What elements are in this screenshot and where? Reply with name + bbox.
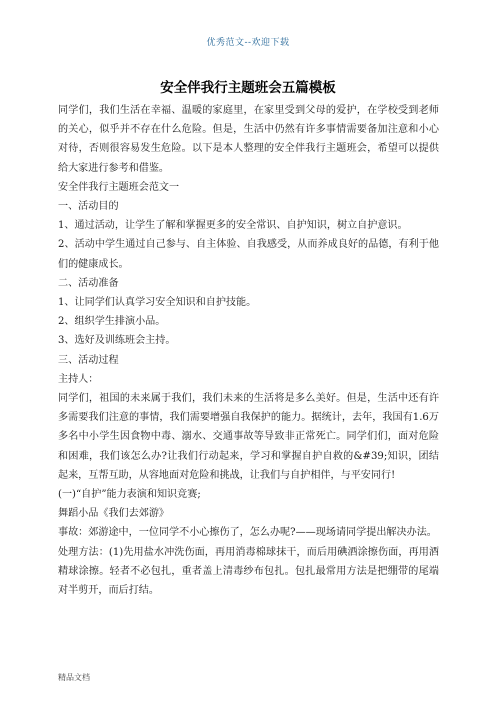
preparation-item-2: 2、组织学生排演小品。 (58, 316, 166, 328)
heading-process: 三、活动过程 (58, 354, 119, 366)
heading-preparation: 二、活动准备 (58, 277, 119, 289)
preparation-item-1: 1、让同学们认真学习安全知识和自护技能。 (58, 297, 257, 309)
document-title: 安全伴我行主题班会五篇模板 (160, 80, 336, 96)
header-banner: 优秀范文--欢迎下载 (206, 38, 290, 48)
heading-purpose: 一、活动目的 (58, 201, 119, 213)
subheading-performance: (一)“自护”能力表演和知识竞赛; (58, 489, 201, 501)
purpose-item-1: 1、通过活动，让学生了解和掌握更多的安全常识、自护知识，树立自护意识。 (58, 220, 408, 232)
intro-paragraph: 同学们，我们生活在幸福、温暖的家庭里，在家里受到父母的爱护，在学校受到老师的关心，似乎并不存在什么危险。但是，生活中仍然有许多事情需要备加注意和小心对待，否则很容易发生危险。以下是本人整理的安全伴我行主题班会，希望可以提供给大家进行参考和借鉴。 (58, 105, 439, 174)
incident-paragraph: 事故：郊游途中，一位同学不小心擦伤了，怎么办呢?——现场请同学提出解决办法。 (58, 527, 437, 539)
skit-title: 舞蹈小品《我们去郊游》 (58, 508, 170, 520)
host-label: 主持人： (58, 373, 99, 385)
section-title: 安全伴我行主题班会范文一 (58, 181, 180, 193)
document-body (58, 101, 439, 600)
preparation-item-3: 3、选好及训练班会主持。 (58, 335, 176, 347)
footer-note: 精品文档 (58, 673, 90, 682)
purpose-item-2: 2、活动中学生通过自己参与、自主体验、自我感受，从而养成良好的品德，有利于他们的健康成长。 (58, 239, 439, 270)
host-speech: 同学们，祖国的未来属于我们，我们未来的生活将是多么美好。但是，生活中还有许多需要我们注意的事情，我们需要增强自我保护的能力。据统计，去年，我国有1.6万多名中小学生因食物中毒、溺水、交通事故等导致非正常死亡。同学们们，面对危险和困难，我们该怎么办?让我们行动起来，学习和掌握自护自救的&#39;知识，团结起来，互帮互助，从容地面对危险和挑战，让我们与自护相伴，与平安同行! (58, 393, 439, 481)
treatment-paragraph: 处理方法：(1)先用盐水冲洗伤面，再用消毒棉球抹干，而后用碘酒涂擦伤面，再用酒精球涂擦。轻者不必包扎，重者盖上清毒纱布包扎。包扎最常用方法是把绷带的尾端对半剪开，而后打结。 (58, 546, 439, 597)
